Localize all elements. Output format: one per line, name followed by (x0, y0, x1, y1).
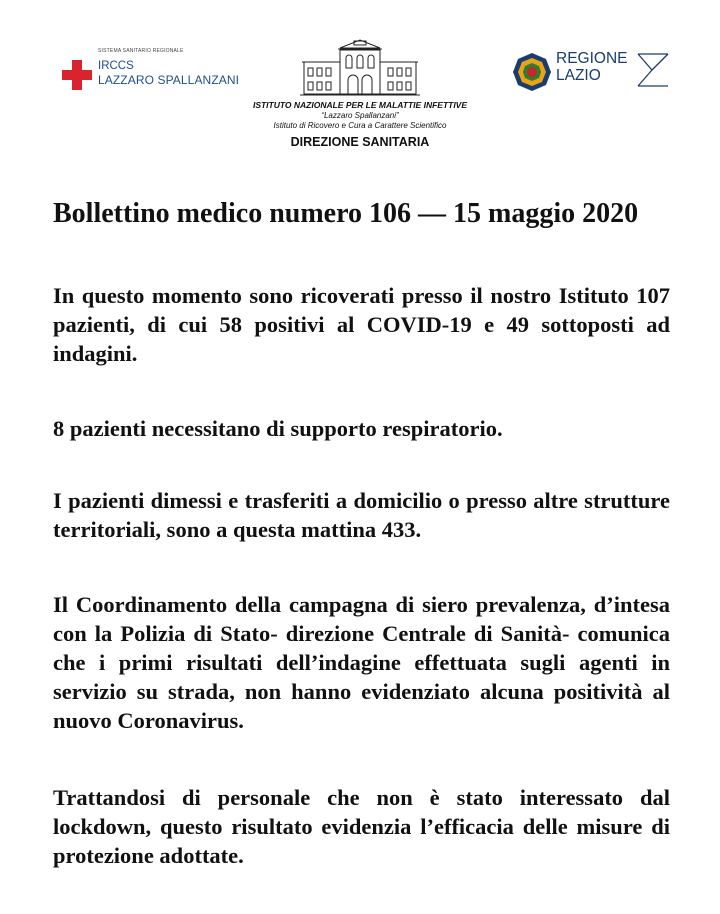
bulletin-paragraph: Trattandosi di personale che non è stato interessato dal lockdown, questo risultato evidenzia l’efficacia delle misure di protezione adottate. (53, 785, 670, 868)
bulletin-paragraph: Il Coordinamento della campagna di siero prevalenza, d’intesa con la Polizia di Stato- direzione Centrale di Sanità- comunica che i primi risultati dell’indagine effettuata sugli agenti in servizio su strada, non hanno evidenziato alcuna positività al nuovo Coronavirus. (53, 592, 670, 733)
regione-lazio-label (556, 50, 627, 84)
bulletin-paragraph: 8 pazienti necessitano di supporto respiratorio. (53, 416, 503, 441)
logo-system-label: SISTEMA SANITARIO REGIONALE (98, 48, 184, 54)
lazio-cross-mark-icon (636, 52, 670, 88)
regione-label: REGIONE (556, 50, 628, 67)
regione-lazio-emblem-icon (512, 52, 552, 92)
bulletin-paragraph: In questo momento sono ricoverati presso il nostro Istituto 107 pazienti, di cui 58 positivi al COVID-19 e 49 sottoposti ad indagini. (53, 283, 670, 366)
institute-header (240, 38, 480, 149)
bulletin-paragraph: I pazienti dimessi e trasferiti a domicilio o presso altre strutture territoriali, sono a questa mattina 433. (53, 488, 670, 542)
lazio-label: LAZIO (556, 67, 601, 84)
institute-subtitle: “Lazzaro Spallanzani” (321, 111, 399, 120)
bulletin-title: Bollettino medico numero 106 — 15 maggio 2020 (53, 198, 639, 229)
institute-name: ISTITUTO NAZIONALE PER LE MALATTIE INFETTIVE (252, 100, 468, 110)
institute-building-icon (298, 38, 422, 98)
department-title: DIREZIONE SANITARIA (290, 135, 430, 149)
spallanzani-logo (62, 48, 262, 98)
red-cross-icon (62, 60, 92, 90)
logo-name-label: LAZZARO SPALLANZANI (98, 73, 240, 87)
logo-irccs-label: IRCCS (98, 60, 134, 72)
institute-description: Istituto di Ricovero e Cura a Carattere Scientifico (273, 121, 447, 130)
regione-lazio-logo (512, 50, 672, 98)
